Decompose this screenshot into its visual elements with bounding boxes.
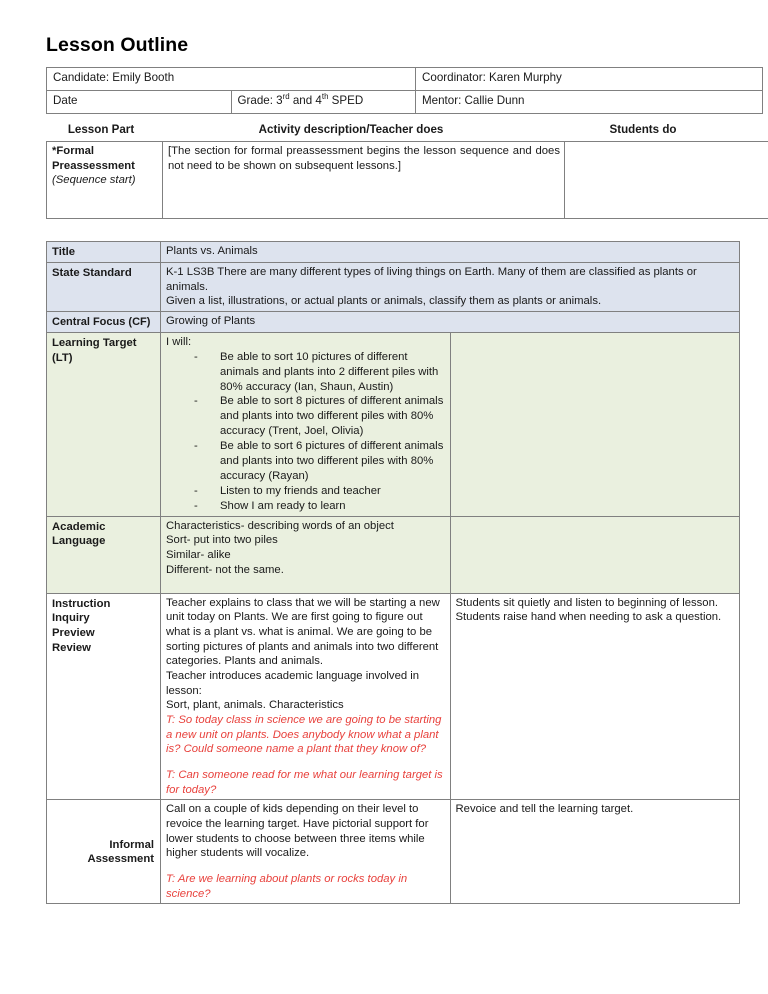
column-headings [46,123,740,136]
learning-target-students [450,333,740,517]
table-row-central-focus [47,312,740,333]
instruction-label-line2: Inquiry [52,612,90,625]
list-item: - Be able to sort 8 pictures of different animals and plants into two different piles with 80% accuracy (Trent, Joel, Olivia) [192,394,446,439]
academic-language-line-3: Similar- alike [166,549,231,561]
grade-mid: and 4 [289,94,322,107]
academic-language-line-4: Different- not the same. [166,563,284,576]
table-row-informal-assessment [47,800,740,904]
preassessment-table [46,141,768,219]
state-standard-line-2: Given a list, illustrations, or actual plants or animals, classify them as plants or animals. [166,295,602,308]
academic-language-line-2: Sort- put into two piles [166,534,278,547]
academic-language-line-1: Characteristics- describing words of an object [166,519,394,532]
coordinator-cell: Coordinator: Karen Murphy [416,68,763,91]
informal-assessment-script-1: T: Are we learning about plants or rocks today in science? [166,873,408,900]
informal-assessment-label-line2: Assessment [87,853,154,866]
academic-language-label [47,516,161,593]
page-title: Lesson Outline [46,34,189,56]
instruction-script-1: T: So today class in science we are going to be starting a new unit on plants. Does anybody know what a plant is? Could someone name a plant that they know of? [166,714,442,756]
grade-ordinal-1: rd [282,92,290,102]
title-value: Plants vs. Animals [161,242,740,263]
academic-language-students [450,516,740,593]
instruction-script-2: T: Can someone read for me what our learning target is for today? [166,769,443,796]
academic-language-content [161,516,451,593]
script-spacer [166,861,446,872]
grade-suffix: SPED [328,94,364,107]
grade-ordinal-2: th [321,92,329,102]
list-item: - Listen to my friends and teacher [192,484,446,499]
instruction-paragraph-3: Sort, plant, animals. Characteristics [166,699,344,712]
instruction-label-line3: Preview [52,627,95,639]
learning-target-list [166,350,446,514]
candidate-cell: Candidate: Emily Booth [47,68,416,91]
table-row [47,68,763,91]
preassessment-label-cell [47,142,163,219]
instruction-paragraph-1: Teacher explains to class that we will be starting a new unit today on Plants. We are first going to figure out what is a plant vs. what is animal. We are going to be sorting pictures of plants and animals into two different categories. Plants and animals. [166,596,440,668]
preassessment-description-cell: [The section for formal preassessment begins the lesson sequence and does not need to be shown on subsequent lessons.] [163,142,565,219]
informal-assessment-students: Revoice and tell the learning target. [450,800,740,904]
instruction-content [161,593,451,800]
mentor-cell: Mentor: Callie Dunn [416,91,763,114]
date-cell: Date [47,91,232,114]
lesson-detail-table [46,241,740,904]
preassessment-students-cell [565,142,768,219]
table-row-state-standard [47,263,740,312]
grade-prefix: Grade: 3 [237,94,283,107]
central-focus-label: Central Focus (CF) [47,312,161,333]
table-row-learning-target [47,333,740,517]
instruction-label-line4: Review [52,641,91,654]
learning-target-label [47,333,161,517]
preassessment-label-line2: Preassessment [52,159,135,172]
heading-activity: Activity description/Teacher does [258,123,444,136]
preassessment-label-line1: *Formal [52,145,95,157]
table-spacer [46,219,740,241]
table-row-instruction [47,593,740,800]
informal-assessment-label-line1: Informal [109,838,154,851]
grade-cell [231,91,416,114]
list-item: - Show I am ready to learn [192,499,446,514]
list-item: - Be able to sort 10 pictures of different animals and plants into 2 different piles with 80% accuracy (Ian, Shaun, Austin) [192,350,446,395]
learning-target-content [161,333,451,517]
state-standard-label: State Standard [47,263,161,312]
list-item: - Be able to sort 6 pictures of different animals and plants into two different piles with 80% accuracy (Rayan) [192,439,446,484]
state-standard-value [161,263,740,312]
learning-target-label-line1: Learning Target [52,337,137,350]
title-label: Title [47,242,161,263]
heading-students-do: Students do [609,123,677,136]
instruction-students: Students sit quietly and listen to beginning of lesson. Students raise hand when needing to ask a question. [450,593,740,800]
academic-language-label-line1: Academic [52,520,106,533]
instruction-paragraph-2: Teacher introduces academic language involved in lesson: [166,670,420,697]
script-spacer [166,757,446,768]
candidate-info-table [46,67,763,114]
table-row [47,142,768,219]
table-row-academic-language [47,516,740,593]
state-standard-line-1: K-1 LS3B There are many different types of living things on Earth. Many of them are classified as plants or animals. [166,266,697,293]
academic-language-label-line2: Language [52,535,106,548]
learning-target-intro: I will: [166,336,192,349]
central-focus-value: Growing of Plants [161,312,740,333]
informal-assessment-paragraph-1: Call on a couple of kids depending on their level to revoice the learning target. Have pictorial support for lower students to choose between three items while higher students will vocalize. [166,803,429,860]
informal-assessment-content [161,800,451,904]
informal-assessment-label [47,800,161,904]
table-row-title [47,242,740,263]
instruction-label [47,593,161,800]
table-row [47,91,763,114]
learning-target-label-line2: (LT) [52,351,73,364]
instruction-label-line1: Instruction [52,597,111,610]
preassessment-label-line3: (Sequence start) [52,174,136,187]
heading-lesson-part: Lesson Part [67,123,135,136]
